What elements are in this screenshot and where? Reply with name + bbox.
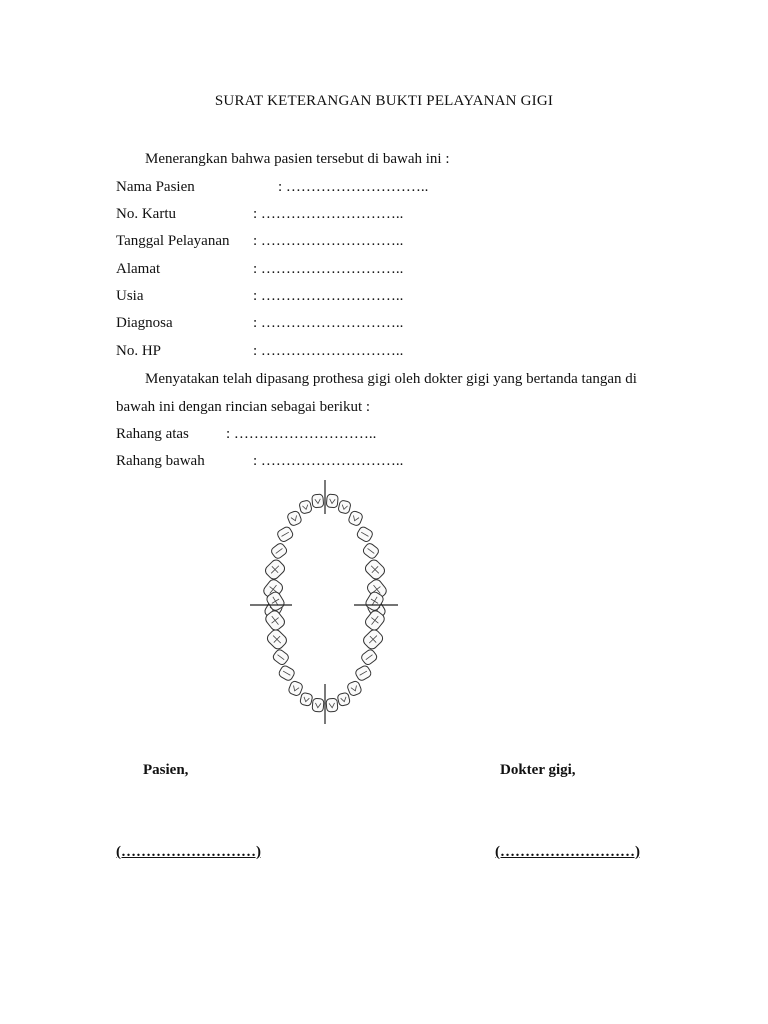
tooth — [360, 648, 378, 666]
tooth — [276, 526, 294, 543]
tooth — [286, 510, 302, 527]
tooth — [288, 680, 304, 697]
statement-line-2: bawah ini dengan rincian sebagai berikut : — [116, 399, 371, 415]
field-label: Usia — [116, 288, 144, 304]
field-label: Rahang bawah — [116, 453, 205, 469]
dental-chart-diagram — [250, 478, 400, 726]
tooth — [263, 558, 286, 581]
patient-signature-line: (………………………) — [116, 844, 261, 860]
intro-text: Menerangkan bahwa pasien tersebut di bawah ini : — [145, 151, 450, 167]
patient-signature-label: Pasien, — [143, 762, 189, 778]
tooth — [348, 510, 364, 527]
tooth — [354, 664, 372, 681]
document-title: SURAT KETERANGAN BUKTI PELAYANAN GIGI — [214, 93, 554, 109]
field-value: : ……………………….. — [226, 426, 377, 442]
field-label: No. Kartu — [116, 206, 176, 222]
field-label: Rahang atas — [116, 426, 189, 442]
tooth — [346, 680, 362, 697]
tooth — [278, 664, 296, 681]
field-value: : ……………………….. — [253, 315, 404, 331]
field-value: : ……………………….. — [253, 206, 404, 222]
tooth — [270, 542, 288, 560]
field-value: : ……………………….. — [278, 179, 429, 195]
tooth — [312, 698, 324, 712]
tooth — [356, 526, 374, 543]
tooth — [363, 558, 386, 581]
field-label: Tanggal Pelayanan — [116, 233, 230, 249]
tooth — [265, 628, 288, 651]
tooth — [337, 692, 350, 706]
field-value: : ……………………….. — [253, 233, 404, 249]
tooth — [299, 500, 312, 514]
tooth — [326, 494, 338, 508]
field-value: : ……………………….. — [253, 261, 404, 277]
tooth — [312, 494, 324, 508]
tooth — [272, 648, 290, 666]
teeth-group — [262, 494, 389, 712]
field-value: : ……………………….. — [253, 453, 404, 469]
tooth — [362, 542, 380, 560]
tooth — [300, 692, 313, 706]
field-value: : ……………………….. — [253, 343, 404, 359]
field-label: Diagnosa — [116, 315, 173, 331]
tooth — [361, 628, 384, 651]
dentist-signature-line: (………………………) — [495, 844, 640, 860]
field-label: No. HP — [116, 343, 162, 359]
field-label: Alamat — [116, 261, 161, 277]
dentist-signature-label: Dokter gigi, — [500, 762, 576, 778]
statement-line-1: Menyatakan telah dipasang prothesa gigi oleh dokter gigi yang bertanda tangan di — [145, 371, 637, 387]
field-label: Nama Pasien — [116, 179, 195, 195]
tooth — [338, 500, 351, 514]
tooth — [326, 698, 338, 712]
field-value: : ……………………….. — [253, 288, 404, 304]
